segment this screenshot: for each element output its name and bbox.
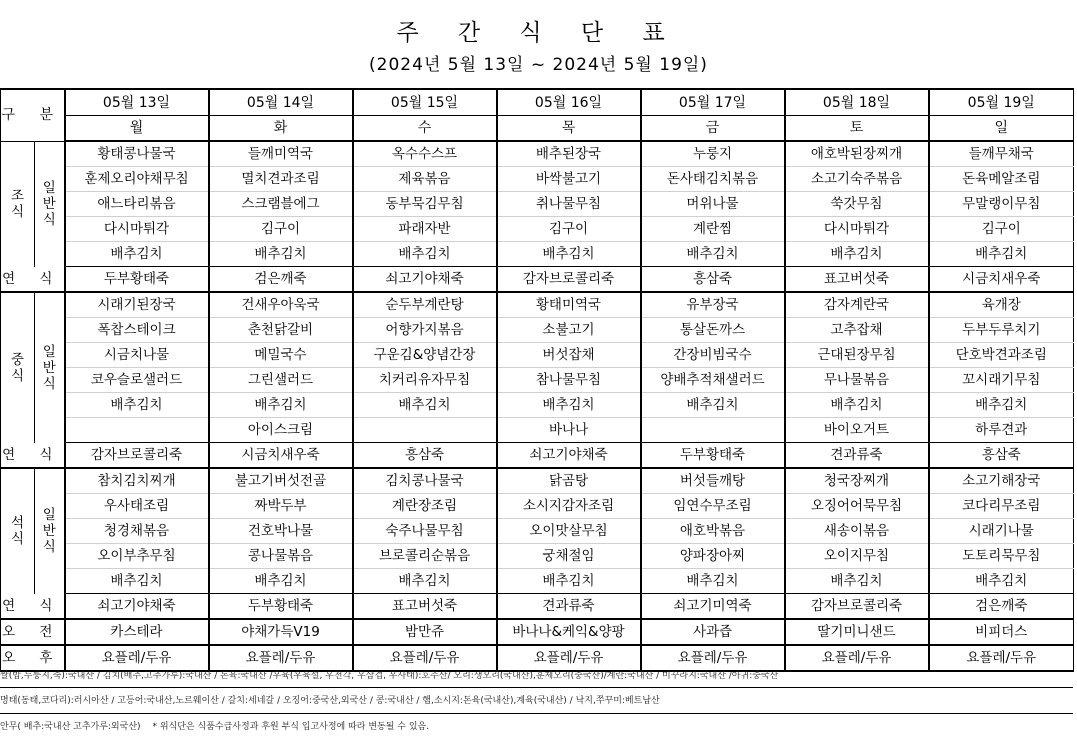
menu-item: 구운김&양념간장 bbox=[353, 343, 497, 368]
menu-item: 춘천닭갈비 bbox=[209, 318, 353, 343]
menu-item: 아이스크림 bbox=[209, 418, 353, 443]
menu-item: 멸치견과조림 bbox=[209, 167, 353, 192]
menu-item: 배추김치 bbox=[497, 242, 641, 267]
menu-item: 배추김치 bbox=[641, 569, 785, 594]
menu-item: 소불고기 bbox=[497, 318, 641, 343]
menu-item: 훈제오리야채무침 bbox=[65, 167, 209, 192]
menu-item: 시금치나물 bbox=[65, 343, 209, 368]
disclaimer: * 위식단은 식품수급사정과 후원 부식 입고사정에 따라 변동될 수 있음. bbox=[152, 722, 430, 732]
pm-snack-item: 요플레/두유 bbox=[65, 645, 209, 671]
menu-item: 오이지무침 bbox=[785, 544, 929, 569]
menu-item: 돈육메알조림 bbox=[929, 167, 1074, 192]
menu-item: 바싹불고기 bbox=[497, 167, 641, 192]
menu-item: 배추김치 bbox=[209, 393, 353, 418]
menu-item: 통살돈까스 bbox=[641, 318, 785, 343]
lunch-label: 중 식 bbox=[1, 292, 35, 443]
menu-item: 배추김치 bbox=[209, 242, 353, 267]
menu-item: 감자계란국 bbox=[785, 292, 929, 318]
am-snack-label: 오 전 bbox=[1, 619, 65, 645]
menu-item: 김치콩나물국 bbox=[353, 468, 497, 494]
menu-item: 참치김치찌개 bbox=[65, 468, 209, 494]
pm-snack-item: 요플레/두유 bbox=[929, 645, 1074, 671]
menu-item: 버섯잡채 bbox=[497, 343, 641, 368]
menu-item: 옥수수스프 bbox=[353, 141, 497, 167]
menu-item: 김구이 bbox=[209, 217, 353, 242]
breakfast-porridge-label: 연 식 bbox=[1, 267, 65, 293]
menu-change-note bbox=[0, 716, 1073, 742]
menu-item: 소고기숙주볶음 bbox=[785, 167, 929, 192]
menu-item: 시래기된장국 bbox=[65, 292, 209, 318]
menu-item: 배추김치 bbox=[785, 569, 929, 594]
date-header: 05월 19일 bbox=[929, 89, 1074, 116]
menu-item: 하루견과 bbox=[929, 418, 1074, 443]
menu-item: 코다리무조림 bbox=[929, 494, 1074, 519]
breakfast-label: 조 식 bbox=[1, 141, 35, 267]
menu-item: 무나물볶음 bbox=[785, 368, 929, 393]
menu-item: 궁채절임 bbox=[497, 544, 641, 569]
menu-item: 코우슬로샐러드 bbox=[65, 368, 209, 393]
menu-item: 누룽지 bbox=[641, 141, 785, 167]
breakfast-porridge-item: 흥삼죽 bbox=[641, 267, 785, 293]
menu-item: 황태콩나물국 bbox=[65, 141, 209, 167]
menu-item: 청경채볶음 bbox=[65, 519, 209, 544]
date-header: 05월 14일 bbox=[209, 89, 353, 116]
breakfast-porridge-item: 표고버섯죽 bbox=[785, 267, 929, 293]
menu-item: 파래자반 bbox=[353, 217, 497, 242]
pm-snack-label: 오 후 bbox=[1, 645, 65, 671]
date-range: (2024년 5월 13일 ~ 2024년 5월 19일) bbox=[369, 55, 708, 75]
menu-item: 배추김치 bbox=[785, 242, 929, 267]
menu-item: 육개장 bbox=[929, 292, 1074, 318]
menu-item: 어향가지볶음 bbox=[353, 318, 497, 343]
weekday-header: 월 bbox=[65, 116, 209, 142]
menu-item: 오이맛살무침 bbox=[497, 519, 641, 544]
dinner-porridge-item: 견과류죽 bbox=[497, 594, 641, 620]
lunch-regular-label: 일 반 식 bbox=[35, 292, 65, 443]
menu-item: 배추김치 bbox=[929, 242, 1074, 267]
breakfast-porridge-item: 감자브로콜리죽 bbox=[497, 267, 641, 293]
lunch-porridge-item: 흥삼죽 bbox=[353, 443, 497, 469]
menu-item: 브로콜리순볶음 bbox=[353, 544, 497, 569]
menu-item: 바이오거트 bbox=[785, 418, 929, 443]
origin-note-2: 명태(동태,코다리):러시아산 / 고등어:국내산,노르웨이산 / 갈치:세네갈 / 오징어:중국산,외국산 / 콩:국내산 / 햄,소시지:돈육(국내산),계육(국내산) / 낙지,쭈꾸미:베트남산 bbox=[0, 690, 1073, 714]
menu-item: 배추김치 bbox=[785, 393, 929, 418]
menu-item: 배추김치 bbox=[65, 569, 209, 594]
menu-item: 양파장아찌 bbox=[641, 544, 785, 569]
menu-item: 들깨미역국 bbox=[209, 141, 353, 167]
menu-item: 메밀국수 bbox=[209, 343, 353, 368]
menu-item: 돈사태김치볶음 bbox=[641, 167, 785, 192]
dinner-porridge-item: 두부황태죽 bbox=[209, 594, 353, 620]
menu-item: 제육볶음 bbox=[353, 167, 497, 192]
menu-item bbox=[65, 418, 209, 443]
menu-item: 머위나물 bbox=[641, 192, 785, 217]
am-snack-item: 야채가득V19 bbox=[209, 619, 353, 645]
menu-item bbox=[353, 418, 497, 443]
menu-item: 소시지감자조림 bbox=[497, 494, 641, 519]
menu-item: 배추김치 bbox=[65, 242, 209, 267]
am-snack-item: 비피더스 bbox=[929, 619, 1074, 645]
menu-item: 배추된장국 bbox=[497, 141, 641, 167]
pm-snack-item: 요플레/두유 bbox=[353, 645, 497, 671]
menu-item: 임연수무조림 bbox=[641, 494, 785, 519]
date-header: 05월 15일 bbox=[353, 89, 497, 116]
menu-item: 배추김치 bbox=[353, 393, 497, 418]
dinner-porridge-item: 검은깨죽 bbox=[929, 594, 1074, 620]
date-header: 05월 18일 bbox=[785, 89, 929, 116]
menu-item bbox=[641, 418, 785, 443]
menu-item: 고추잡채 bbox=[785, 318, 929, 343]
breakfast-porridge-item: 두부황태죽 bbox=[65, 267, 209, 293]
menu-item: 스크램블에그 bbox=[209, 192, 353, 217]
menu-item: 불고기버섯전골 bbox=[209, 468, 353, 494]
menu-item: 순두부계란탕 bbox=[353, 292, 497, 318]
lunch-porridge-item: 감자브로콜리죽 bbox=[65, 443, 209, 469]
page-title: 주 간 식 단 표 bbox=[396, 20, 681, 46]
am-snack-item: 바나나&케익&양팡 bbox=[497, 619, 641, 645]
weekday-header: 금 bbox=[641, 116, 785, 142]
lunch-porridge-item: 쇠고기야채죽 bbox=[497, 443, 641, 469]
menu-item: 배추김치 bbox=[929, 569, 1074, 594]
menu-item: 우사태조림 bbox=[65, 494, 209, 519]
lunch-porridge-label: 연 식 bbox=[1, 443, 65, 469]
menu-item: 근대된장무침 bbox=[785, 343, 929, 368]
menu-item: 배추김치 bbox=[641, 242, 785, 267]
lunch-porridge-item: 흥삼죽 bbox=[929, 443, 1074, 469]
menu-item: 폭찹스테이크 bbox=[65, 318, 209, 343]
menu-item: 건새우아욱국 bbox=[209, 292, 353, 318]
menu-item: 참나물무침 bbox=[497, 368, 641, 393]
breakfast-regular-label: 일 반 식 bbox=[35, 141, 65, 267]
menu-item: 간장비빔국수 bbox=[641, 343, 785, 368]
menu-item: 숙주나물무침 bbox=[353, 519, 497, 544]
menu-item: 애호박된장찌개 bbox=[785, 141, 929, 167]
breakfast-porridge-item: 쇠고기야채죽 bbox=[353, 267, 497, 293]
am-snack-item: 딸기미니샌드 bbox=[785, 619, 929, 645]
menu-item: 단호박견과조림 bbox=[929, 343, 1074, 368]
menu-item: 들깨무채국 bbox=[929, 141, 1074, 167]
menu-item: 버섯들깨탕 bbox=[641, 468, 785, 494]
category-header: 구 분 bbox=[1, 89, 65, 141]
menu-item: 배추김치 bbox=[65, 393, 209, 418]
menu-item: 계란장조림 bbox=[353, 494, 497, 519]
menu-item: 바나나 bbox=[497, 418, 641, 443]
weekly-menu-table bbox=[0, 88, 1074, 672]
menu-item: 오이부추무침 bbox=[65, 544, 209, 569]
origin-note-1: 쌀(밥,누룽지,죽):국내산 / 김치(배추,고추가루):국내산 / 돈육:국내산 /우육(우육설, 우전각, 우삼겹, 우사태):호주산/ 오리:생오리(국내산),훈제오리(중국산)/계란:국내산 / 미꾸라지:국내산 /아귀:중국산 bbox=[0, 666, 1073, 688]
kimchi-origin: 안무( 배추:국내산 고추가루:외국산) bbox=[0, 722, 141, 732]
lunch-porridge-item: 시금치새우죽 bbox=[209, 443, 353, 469]
date-header: 05월 17일 bbox=[641, 89, 785, 116]
menu-item: 김구이 bbox=[497, 217, 641, 242]
menu-item: 김구이 bbox=[929, 217, 1074, 242]
menu-item: 배추김치 bbox=[929, 393, 1074, 418]
menu-item: 애느타리볶음 bbox=[65, 192, 209, 217]
menu-item: 치커리유자무침 bbox=[353, 368, 497, 393]
date-header: 05월 13일 bbox=[65, 89, 209, 116]
menu-item: 다시마튀각 bbox=[65, 217, 209, 242]
menu-item: 취나물무침 bbox=[497, 192, 641, 217]
lunch-porridge-item: 두부황태죽 bbox=[641, 443, 785, 469]
dinner-porridge-label: 연 식 bbox=[1, 594, 65, 620]
breakfast-porridge-item: 검은깨죽 bbox=[209, 267, 353, 293]
menu-item: 배추김치 bbox=[209, 569, 353, 594]
menu-item: 새송이볶음 bbox=[785, 519, 929, 544]
menu-item: 건호박나물 bbox=[209, 519, 353, 544]
dinner-porridge-item: 감자브로콜리죽 bbox=[785, 594, 929, 620]
weekday-header: 목 bbox=[497, 116, 641, 142]
menu-item: 닭곰탕 bbox=[497, 468, 641, 494]
pm-snack-item: 요플레/두유 bbox=[785, 645, 929, 671]
menu-item: 황태미역국 bbox=[497, 292, 641, 318]
menu-item: 배추김치 bbox=[497, 393, 641, 418]
dinner-regular-label: 일 반 식 bbox=[35, 468, 65, 594]
breakfast-porridge-item: 시금치새우죽 bbox=[929, 267, 1074, 293]
dinner-porridge-item: 표고버섯죽 bbox=[353, 594, 497, 620]
menu-item: 양배추적채샐러드 bbox=[641, 368, 785, 393]
menu-item: 다시마튀각 bbox=[785, 217, 929, 242]
am-snack-item: 밤만쥬 bbox=[353, 619, 497, 645]
menu-item: 그린샐러드 bbox=[209, 368, 353, 393]
menu-item: 도토리묵무침 bbox=[929, 544, 1074, 569]
menu-item: 두부두루치기 bbox=[929, 318, 1074, 343]
menu-item: 계란찜 bbox=[641, 217, 785, 242]
menu-item: 배추김치 bbox=[641, 393, 785, 418]
pm-snack-item: 요플레/두유 bbox=[497, 645, 641, 671]
menu-item: 애호박볶음 bbox=[641, 519, 785, 544]
am-snack-item: 사과즙 bbox=[641, 619, 785, 645]
dinner-porridge-item: 쇠고기야채죽 bbox=[65, 594, 209, 620]
menu-item: 배추김치 bbox=[353, 242, 497, 267]
menu-item: 소고기해장국 bbox=[929, 468, 1074, 494]
pm-snack-item: 요플레/두유 bbox=[641, 645, 785, 671]
weekday-header: 일 bbox=[929, 116, 1074, 142]
menu-item: 배추김치 bbox=[497, 569, 641, 594]
menu-item: 배추김치 bbox=[353, 569, 497, 594]
menu-item: 오징어어묵무침 bbox=[785, 494, 929, 519]
weekday-header: 화 bbox=[209, 116, 353, 142]
date-header: 05월 16일 bbox=[497, 89, 641, 116]
menu-item: 짜박두부 bbox=[209, 494, 353, 519]
menu-item: 동부묵김무침 bbox=[353, 192, 497, 217]
menu-item: 콩나물볶음 bbox=[209, 544, 353, 569]
dinner-porridge-item: 쇠고기미역죽 bbox=[641, 594, 785, 620]
menu-item: 유부장국 bbox=[641, 292, 785, 318]
menu-item: 꼬시래기무침 bbox=[929, 368, 1074, 393]
weekday-header: 수 bbox=[353, 116, 497, 142]
menu-item: 청국장찌개 bbox=[785, 468, 929, 494]
menu-item: 쑥갓무침 bbox=[785, 192, 929, 217]
menu-item: 무말랭이무침 bbox=[929, 192, 1074, 217]
lunch-porridge-item: 견과류죽 bbox=[785, 443, 929, 469]
menu-item: 시래기나물 bbox=[929, 519, 1074, 544]
am-snack-item: 카스테라 bbox=[65, 619, 209, 645]
dinner-label: 석 식 bbox=[1, 468, 35, 594]
weekday-header: 토 bbox=[785, 116, 929, 142]
pm-snack-item: 요플레/두유 bbox=[209, 645, 353, 671]
